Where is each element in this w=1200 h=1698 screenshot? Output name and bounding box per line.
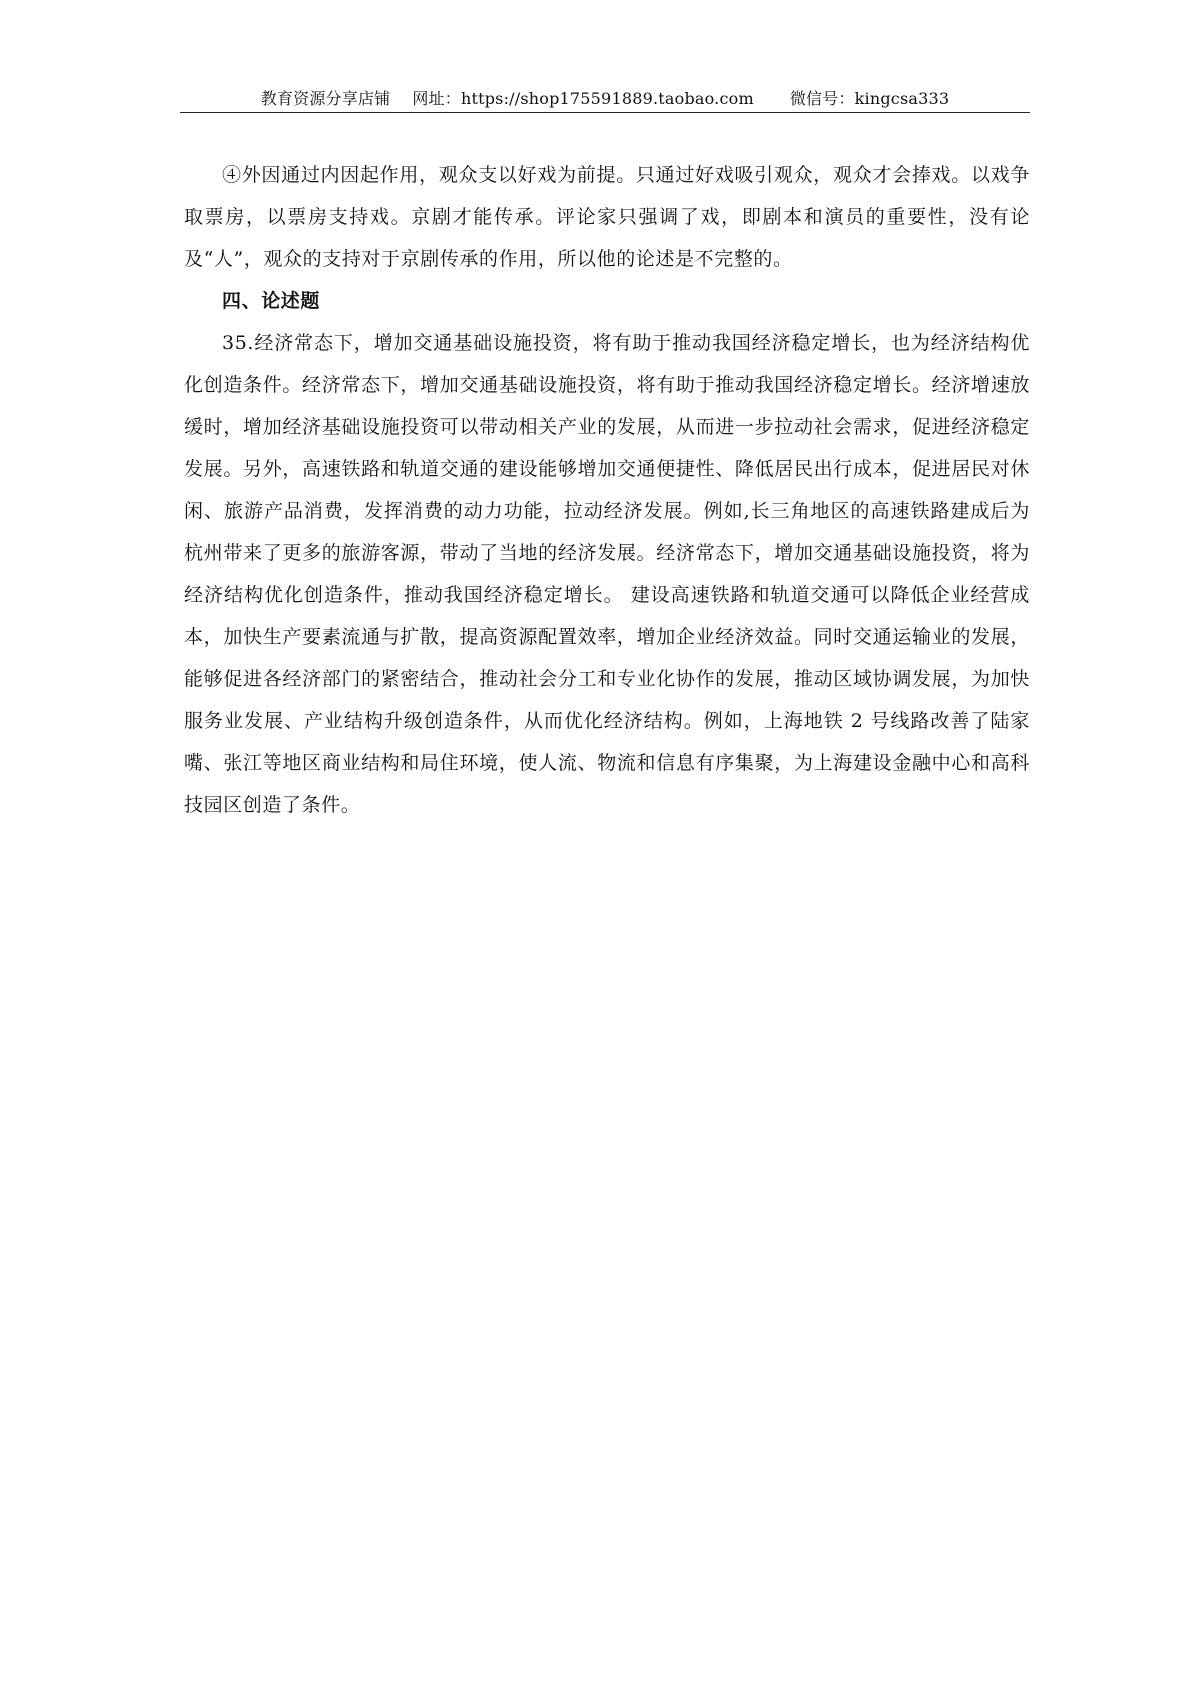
document-body: [184, 154, 1030, 826]
shop-url: 网址：https://shop175591889.taobao.com: [412, 89, 754, 108]
answer-paragraph-4: ④外因通过内因起作用，观众支以好戏为前提。只通过好戏吸引观众，观众才会捧戏。以戏争取票房，以票房支持戏。京剧才能传承。评论家只强调了戏，即剧本和演员的重要性，没有论及“人”，观众的支持对于京剧传承的作用，所以他的论述是不完整的。: [184, 164, 1030, 270]
essay-answer-35: 35.经济常态下，增加交通基础设施投资，将有助于推动我国经济稳定增长，也为经济结构优化创造条件。经济常态下，增加交通基础设施投资，将有助于推动我国经济稳定增长。经济增速放缓时，增加经济基础设施投资可以带动相关产业的发展，从而进一步拉动社会需求，促进经济稳定发展。另外，高速铁路和轨道交通的建设能够增加交通便捷性、降低居民出行成本，促进居民对休闲、旅游产品消费，发挥消费的动力功能，拉动经济发展。例如,长三角地区的高速铁路建成后为杭州带来了更多的旅游客源，带动了当地的经济发展。经济常态下，增加交通基础设施投资，将为经济结构优化创造条件，推动我国经济稳定增长。 建设高速铁路和轨道交通可以降低企业经营成本，加快生产要素流通与扩散，提高资源配置效率，增加企业经济效益。同时交通运输业的发展，能够促进各经济部门的紧密结合，推动社会分工和专业化协作的发展，推动区域协调发展，为加快服务业发展、产业结构升级创造条件，从而优化经济结构。例如，上海地铁 2 号线路改善了陆家嘴、张江等地区商业结构和局住环境，使人流、物流和信息有序集聚，为上海建设金融中心和高科技园区创造了条件。: [184, 332, 1030, 816]
page-header: [180, 86, 1030, 112]
header-divider: [180, 112, 1030, 113]
wechat-id: 微信号：kingcsa333: [789, 89, 950, 108]
shop-name: 教育资源分享店铺: [260, 89, 391, 108]
section-heading: 四、论述题: [222, 290, 321, 312]
